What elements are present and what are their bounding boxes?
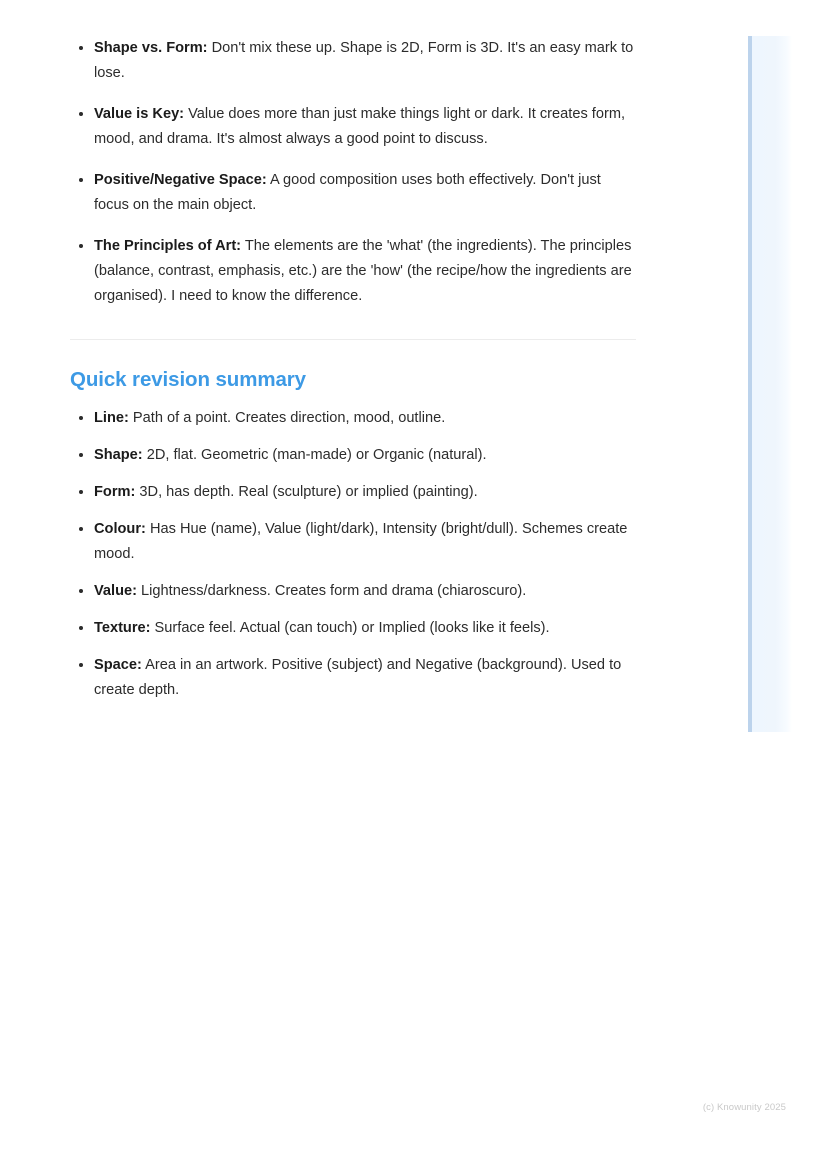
list-item-description: A good composition uses both effectively. Don't just focus on the main object. [94,172,601,213]
side-accent-panel [748,36,792,732]
list-item [70,36,636,86]
quick-revision-summary-list [70,406,636,703]
list-item-term: Value is Key: [94,106,185,122]
list-item [70,102,636,152]
list-item [70,443,636,468]
list-item [70,579,636,604]
list-item-term: Line: [94,410,129,426]
list-item [70,234,636,309]
list-item-term: The Principles of Art: [94,238,242,254]
list-item-description: Has Hue (name), Value (light/dark), Intensity (bright/dull). Schemes create mood. [94,521,628,562]
list-item [70,616,636,641]
footer-copyright: (c) Knowunity 2025 [702,1102,786,1113]
list-item-term: Shape: [94,447,143,463]
list-item-description: 3D, has depth. Real (sculpture) or implied (painting). [135,484,478,500]
section-divider [70,339,636,340]
list-item-description: Area in an artwork. Positive (subject) and Negative (background). Used to create depth. [94,657,622,698]
list-item-description: Don't mix these up. Shape is 2D, Form is 3D. It's an easy mark to lose. [94,40,634,81]
page-title: Quick revision summary [70,368,306,391]
list-item-term: Form: [94,484,136,500]
list-item [70,653,636,703]
side-accent-panel-border [748,36,752,732]
list-item-term: Colour: [94,521,146,537]
list-item [70,480,636,505]
exam-tips-list [70,36,636,309]
list-item-description: 2D, flat. Geometric (man-made) or Organic (natural). [142,447,487,463]
list-item [70,406,636,431]
list-item-description: Value does more than just make things light or dark. It creates form, mood, and drama. It's almost always a good point to discuss. [94,106,626,147]
list-item [70,168,636,218]
list-item-description: Path of a point. Creates direction, mood, outline. [128,410,446,426]
list-item-description: Lightness/darkness. Creates form and drama (chiaroscuro). [137,583,527,599]
list-item-term: Shape vs. Form: [94,40,208,56]
list-item [70,517,636,567]
list-item-term: Value: [94,583,137,599]
list-item-description: The elements are the 'what' (the ingredients). The principles (balance, contrast, emphasis, etc.) are the 'how' (the recipe/how the ingredients are organised). I need to know the difference. [94,238,632,304]
list-item-term: Positive/Negative Space: [94,172,267,188]
list-item-term: Texture: [94,620,151,636]
document-content [70,36,636,703]
list-item-description: Surface feel. Actual (can touch) or Implied (looks like it feels). [150,620,550,636]
list-item-term: Space: [94,657,142,673]
